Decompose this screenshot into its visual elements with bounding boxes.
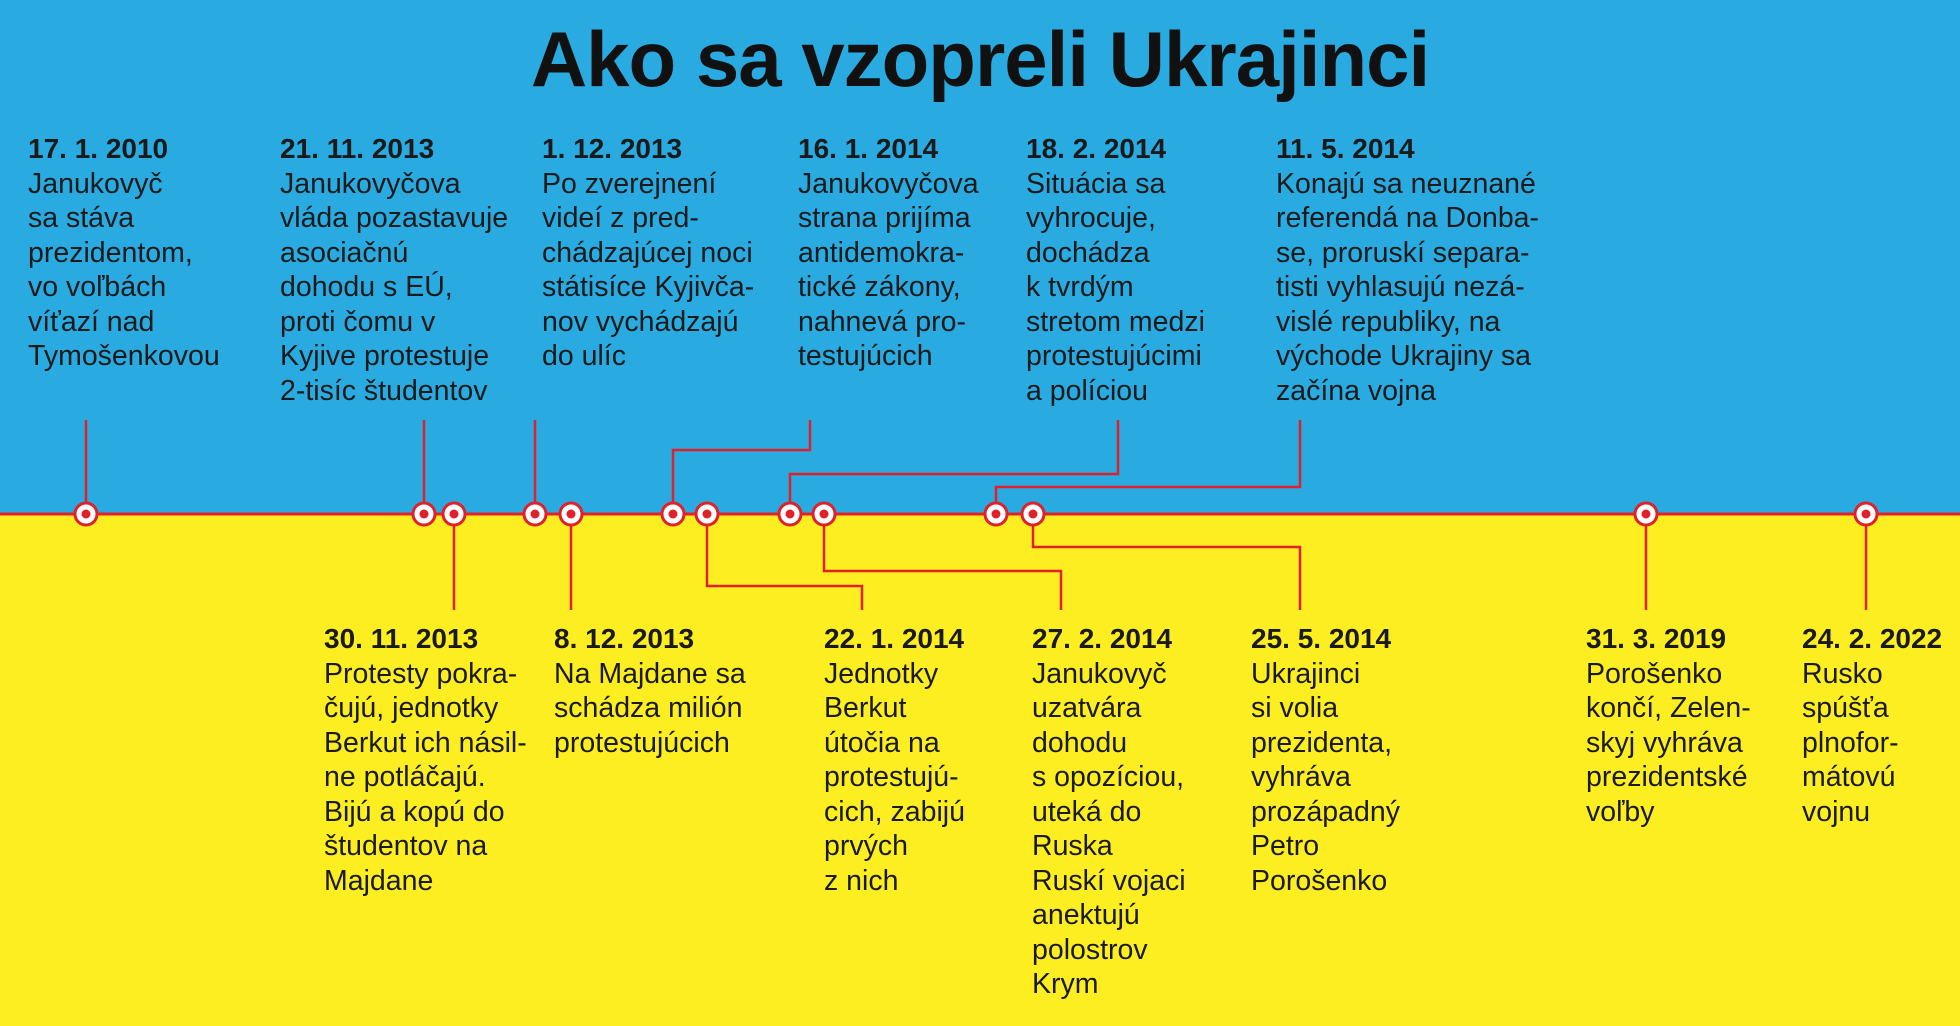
marker-dot — [992, 510, 1001, 519]
event-date: 1. 12. 2013 — [542, 133, 683, 164]
event-date: 27. 2. 2014 — [1032, 623, 1173, 654]
event-text: Janukovyčova strana prijíma antidemokra- tické zákony, nahnevá pro- testujúcich — [798, 167, 979, 372]
marker-dot — [450, 510, 459, 519]
event-text: Na Majdane sa schádza milión protestujúcich — [554, 657, 746, 759]
connector-2014-01-22 — [707, 514, 862, 610]
event-date: 11. 5. 2014 — [1276, 133, 1415, 164]
event-date: 25. 5. 2014 — [1251, 623, 1392, 654]
marker-dot — [786, 510, 795, 519]
connector-2014-02-27 — [824, 514, 1061, 610]
event-date: 21. 11. 2013 — [280, 133, 435, 164]
marker-dot — [820, 510, 829, 519]
event-text: Jednotky Berkut útočia na protestujú- cich, zabijú prvých z nich — [824, 657, 965, 897]
marker-dot — [420, 510, 429, 519]
event-date: 17. 1. 2010 — [28, 133, 169, 164]
event-date: 30. 11. 2013 — [324, 623, 479, 654]
event-text: Konajú sa neuznané referendá na Donba- se, proruskí separa- tisti vyhlasujú nezá- vislé republiky, na východe Ukrajiny sa začína vojna — [1276, 167, 1540, 407]
event-text: Janukovyč sa stáva prezidentom, vo voľbách víťazí nad Tymošenkovou — [28, 167, 220, 372]
event-text: Janukovyčova vláda pozastavuje asociačnú dohodu s EÚ, proti čomu v Kyjive protestuje 2-tisíc študentov — [280, 167, 509, 407]
event-text: Po zverejnení videí z pred- chádzajúcej noci státisíce Kyjivča- nov vychádzajú do ulíc — [542, 167, 755, 372]
marker-dot — [669, 510, 678, 519]
marker-dot — [1029, 510, 1038, 519]
event-text: Protesty pokra- čujú, jednotky Berkut ich násil- ne potláčajú. Bijú a kopú do študentov na Majdane — [324, 657, 527, 897]
event-text: Janukovyč uzatvára dohodu s opozíciou, uteká do Ruska Ruskí vojaci anektujú polostrov Krym — [1032, 657, 1186, 1000]
page-title: Ako sa vzopreli Ukrajinci — [530, 15, 1430, 103]
event-date: 22. 1. 2014 — [824, 623, 965, 654]
marker-dot — [703, 510, 712, 519]
event-text: Ukrajinci si volia prezidenta, vyhráva prozápadný Petro Porošenko — [1251, 657, 1400, 897]
marker-dot — [531, 510, 540, 519]
event-text: Porošenko končí, Zelen- skyj vyhráva prezidentské voľby — [1586, 657, 1751, 828]
event-date: 16. 1. 2014 — [798, 133, 939, 164]
connector-2014-02-18 — [790, 420, 1118, 514]
event-date: 31. 3. 2019 — [1586, 623, 1727, 654]
event-date: 24. 2. 2022 — [1802, 623, 1943, 654]
marker-dot — [82, 510, 91, 519]
connector-2014-05-25 — [1033, 514, 1300, 610]
marker-dot — [567, 510, 576, 519]
marker-dot — [1862, 510, 1871, 519]
event-text: Rusko spúšťa plnofor- mátovú vojnu — [1802, 657, 1899, 828]
connector-2014-05-11 — [996, 420, 1300, 514]
marker-dot — [1642, 510, 1651, 519]
event-date: 8. 12. 2013 — [554, 623, 695, 654]
event-text: Situácia sa vyhrocuje, dochádza k tvrdým stretom medzi protestujúcimi a políciou — [1026, 167, 1205, 407]
event-date: 18. 2. 2014 — [1026, 133, 1167, 164]
